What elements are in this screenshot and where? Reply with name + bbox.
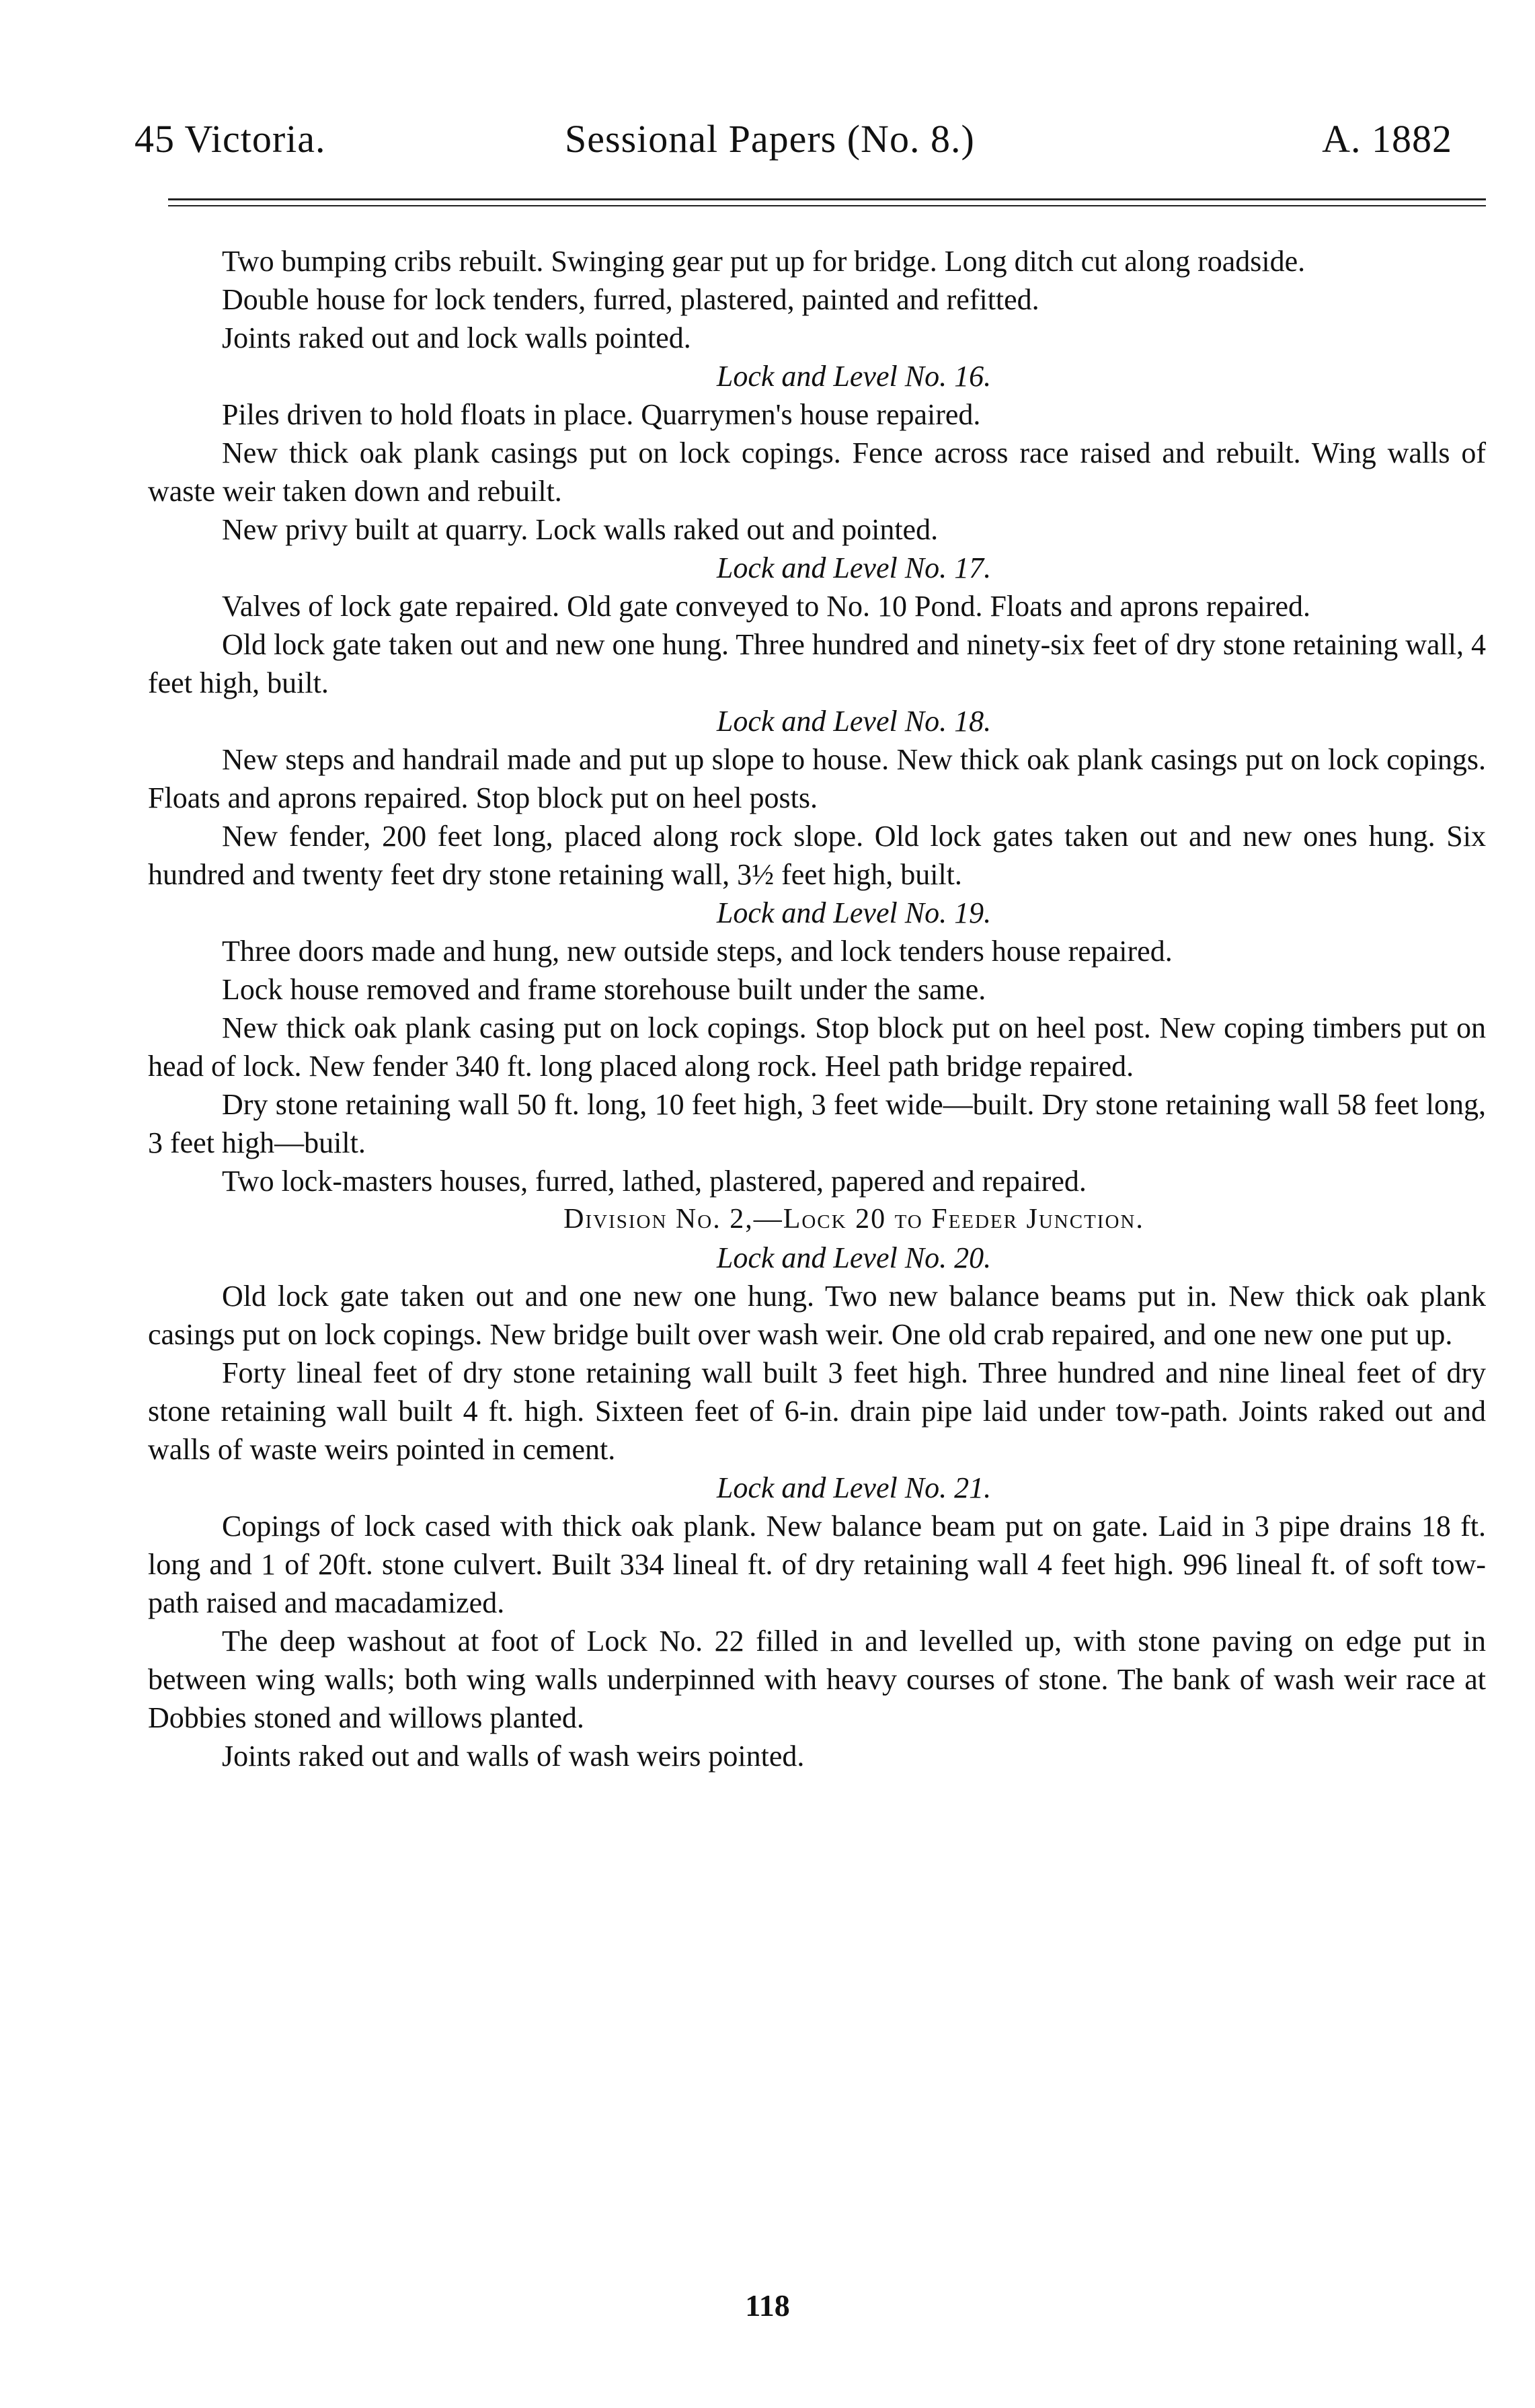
paragraph: Three doors made and hung, new outside steps, and lock tenders house repaired. [222,935,1173,968]
page-body [148,242,1486,1775]
section [148,702,1486,894]
section [148,242,1486,357]
paragraph: New thick oak plank casings put on lock copings. Fence across race raised and rebuilt. Wing walls of waste weir taken down and rebuilt. [148,436,1486,508]
paragraph: New privy built at quarry. Lock walls raked out and pointed. [222,513,939,546]
paragraph: Piles driven to hold floats in place. Quarrymen's house repaired. [222,398,981,431]
section-heading: Lock and Level No. 21. [716,1471,992,1504]
section [148,357,1486,549]
section-heading: Lock and Level No. 20. [716,1241,992,1274]
section [148,1200,1486,1469]
paragraph: Copings of lock cased with thick oak plank. New balance beam put on gate. Laid in 3 pipe drains 18 ft. long and 1 of 20ft. stone culvert. Built 334 lineal ft. of dry retaining wall 4 feet high. 996 lineal ft. of soft tow-path raised and macadamized. [148,1510,1486,1619]
section-heading: Lock and Level No. 16. [716,360,992,393]
paragraph: Two bumping cribs rebuilt. Swinging gear put up for bridge. Long ditch cut along roadside. [222,245,1306,278]
running-header [134,116,1479,163]
paragraph: Old lock gate taken out and one new one hung. Two new balance beams put in. New thick oak plank casings put on lock copings. New bridge built over wash weir. One old crab repaired, and one new one put up. [148,1280,1486,1351]
section-heading: Lock and Level No. 18. [716,705,992,738]
header-rule [168,198,1486,200]
page-number: 118 [745,2288,790,2323]
section [148,894,1486,1200]
header-rule-thin [168,205,1486,206]
paragraph: Joints raked out and lock walls pointed. [222,321,691,354]
paragraph: Joints raked out and walls of wash weirs pointed. [222,1740,805,1773]
paragraph: Dry stone retaining wall 50 ft. long, 10 feet high, 3 feet wide—built. Dry stone retaining wall 58 feet long, 3 feet high—built. [148,1088,1486,1159]
section [148,1469,1486,1775]
section [148,549,1486,702]
paragraph: Forty lineal feet of dry stone retaining wall built 3 feet high. Three hundred and nine lineal feet of dry stone retaining wall built 4 ft. high. Sixteen feet of 6-in. drain pipe laid under tow-path. Joints raked out and walls of waste weirs pointed in cement. [148,1356,1486,1466]
header-title: Sessional Papers (No. 8.) [565,117,975,161]
paragraph: New thick oak plank casing put on lock copings. Stop block put on heel post. New coping timbers put on head of lock. New fender 340 ft. long placed along rock. Heel path bridge repaired. [148,1011,1486,1083]
paragraph: The deep washout at foot of Lock No. 22 filled in and levelled up, with stone paving on edge put in between wing walls; both wing walls underpinned with heavy courses of stone. The bank of wash weir race at Dobbies stoned and willows planted. [148,1625,1486,1734]
section-heading: Lock and Level No. 19. [716,896,992,929]
paragraph: Lock house removed and frame storehouse built under the same. [222,973,986,1006]
paragraph: New fender, 200 feet long, placed along rock slope. Old lock gates taken out and new ones hung. Six hundred and twenty feet dry stone retaining wall, 3½ feet high, built. [148,820,1486,891]
header-session: 45 Victoria. [134,117,326,161]
section-heading: Lock and Level No. 17. [716,551,992,584]
paragraph: Double house for lock tenders, furred, plastered, painted and refitted. [222,283,1039,316]
paragraph: Two lock-masters houses, furred, lathed, plastered, papered and repaired. [222,1165,1087,1198]
paragraph: New steps and handrail made and put up slope to house. New thick oak plank casings put on lock copings. Floats and aprons repaired. Stop block put on heel posts. [148,743,1486,814]
header-year: A. 1882 [1322,117,1452,161]
division-heading: Division No. 2,—Lock 20 to Feeder Junction. [563,1204,1144,1235]
paragraph: Valves of lock gate repaired. Old gate conveyed to No. 10 Pond. Floats and aprons repaired. [222,590,1310,623]
paragraph: Old lock gate taken out and new one hung. Three hundred and ninety-six feet of dry stone retaining wall, 4 feet high, built. [148,628,1486,699]
